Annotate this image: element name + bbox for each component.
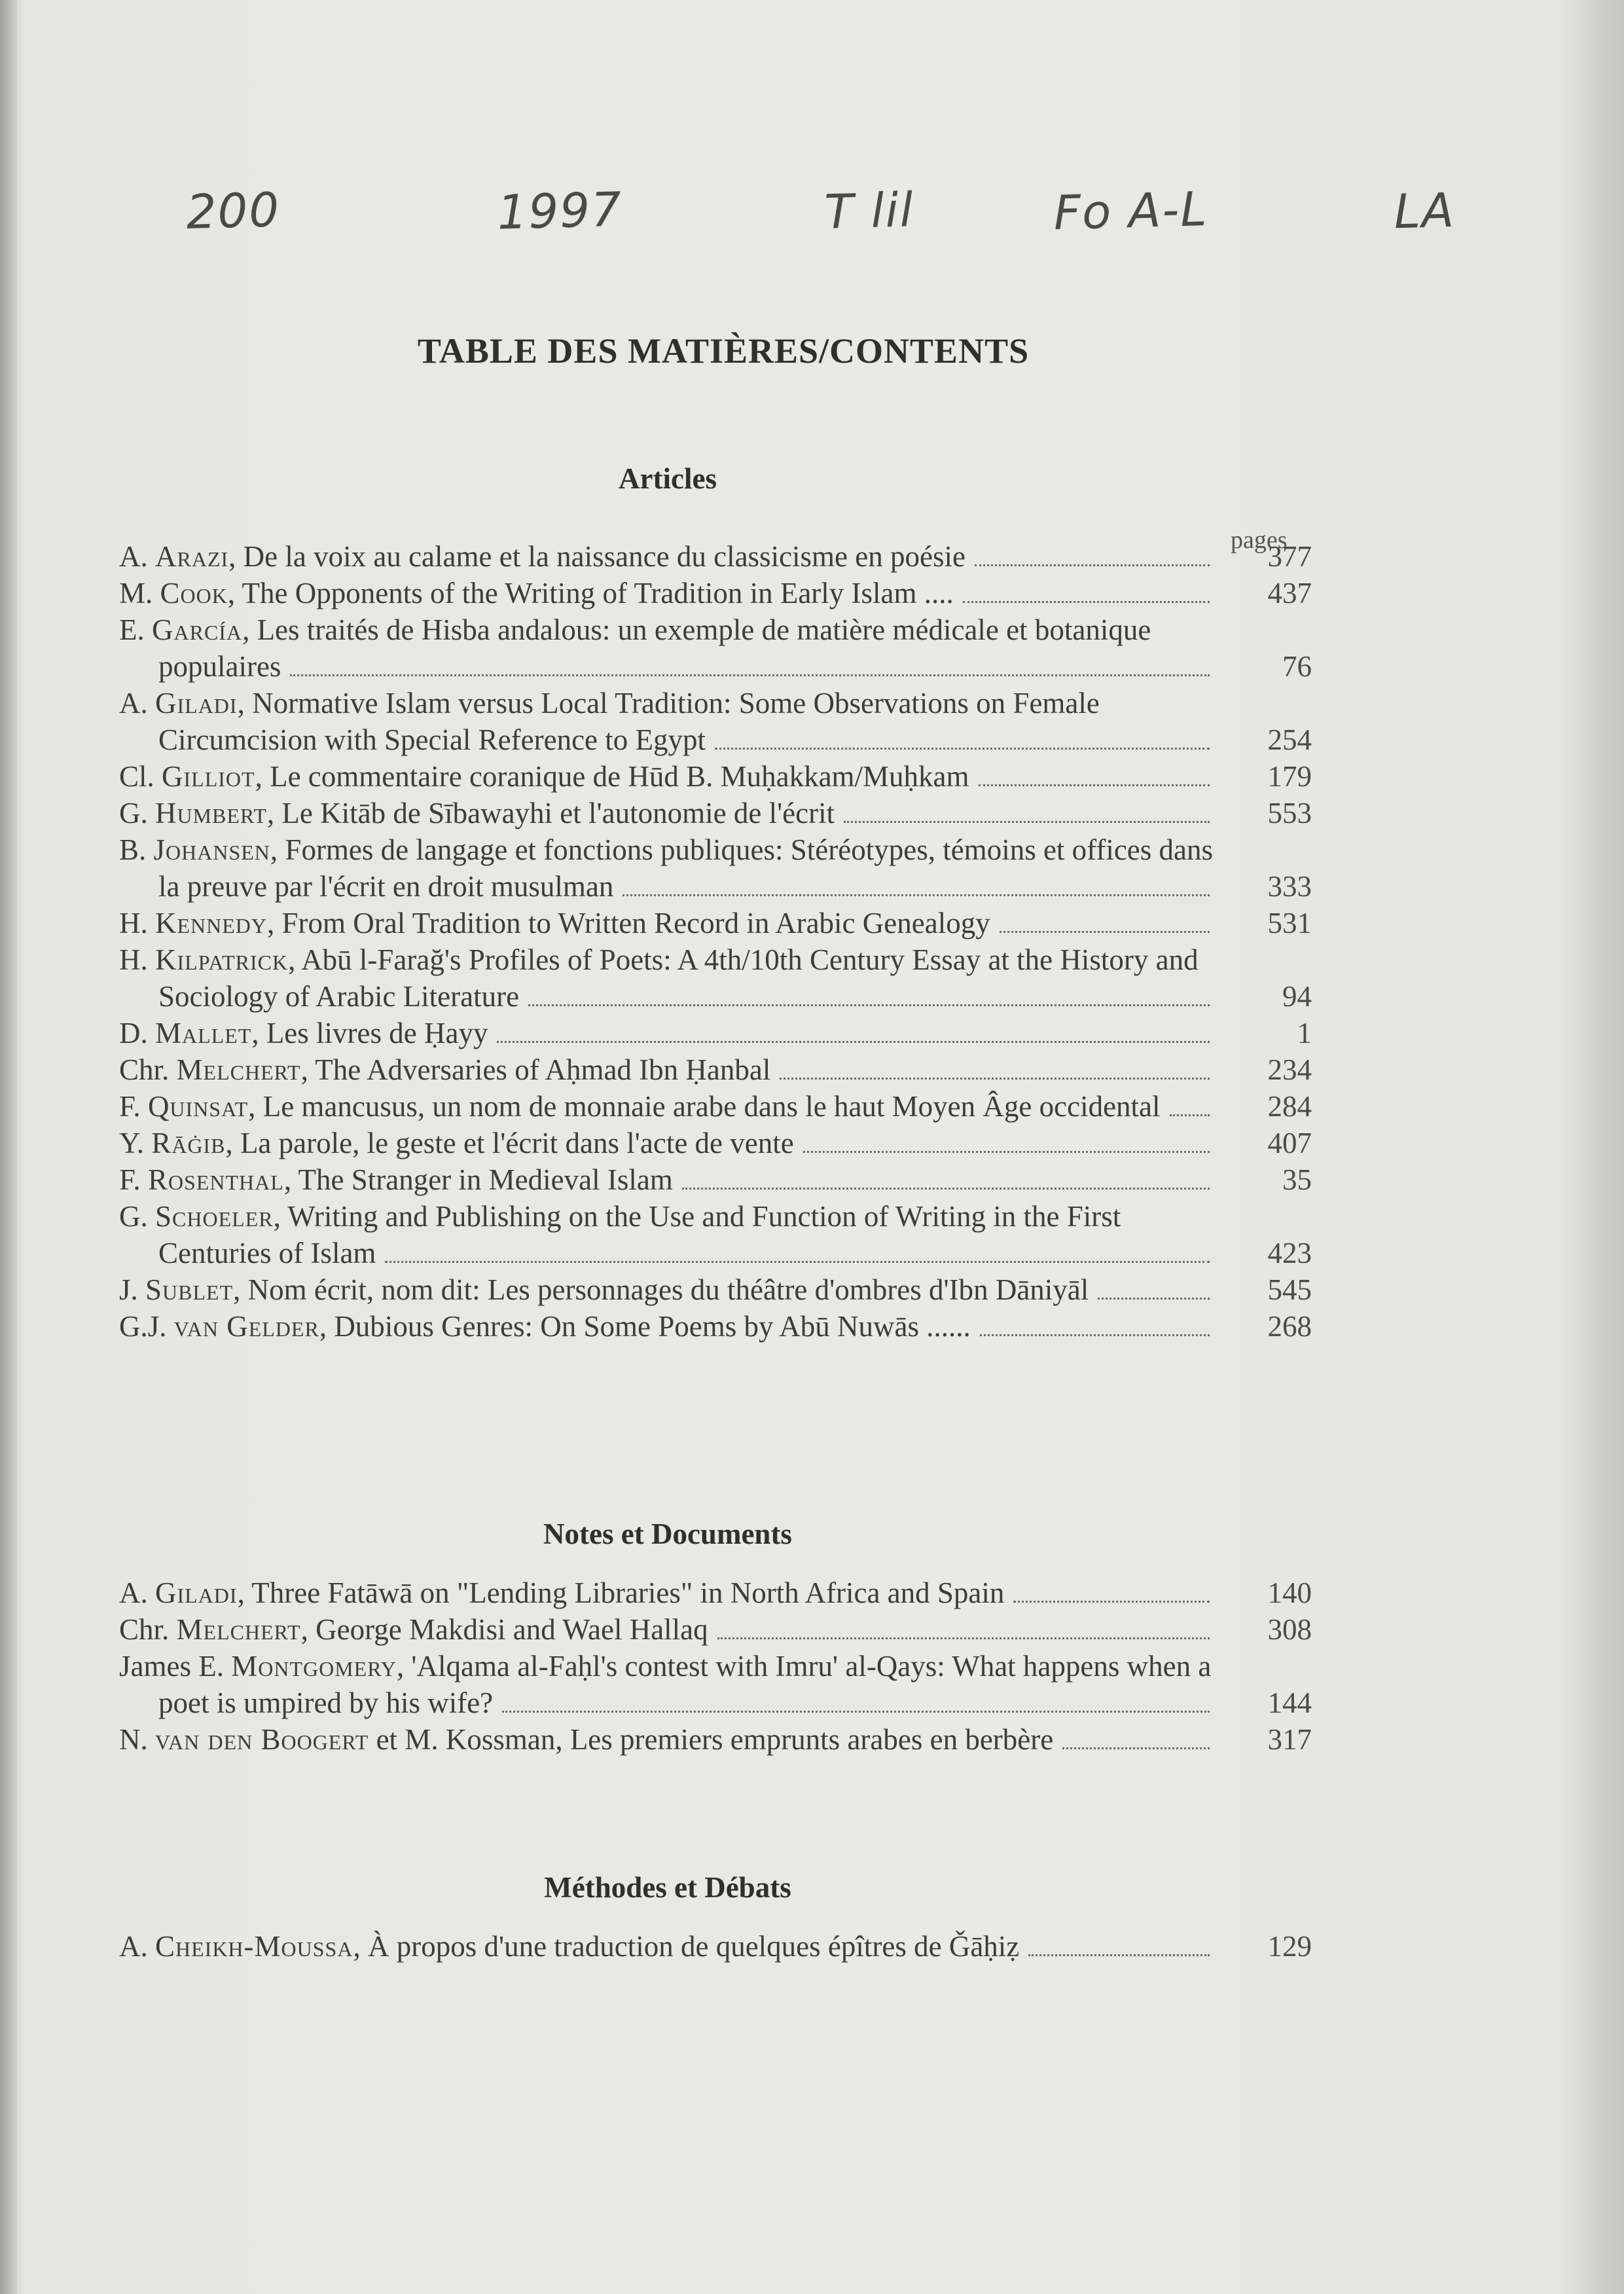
toc-entry bbox=[119, 1125, 1312, 1161]
page-number: 35 bbox=[1282, 1163, 1312, 1196]
toc-entry bbox=[119, 1088, 1312, 1125]
dot-leader bbox=[1028, 1954, 1210, 1956]
dot-leader bbox=[975, 564, 1210, 566]
author-name: Rāġib bbox=[151, 1127, 226, 1159]
handwritten-note: T lil bbox=[823, 182, 915, 240]
toc-entry bbox=[119, 941, 1312, 1015]
toc-entry bbox=[119, 1648, 1312, 1721]
toc-entry bbox=[119, 538, 1312, 575]
entry-title: , Les traités de Hisba andalous: un exemple de matière médicale et botanique populaires bbox=[158, 613, 1151, 683]
page-number: 284 bbox=[1267, 1090, 1312, 1123]
entry-title: , À propos d'une traduction de quelques épîtres de Ǧāḥiẓ bbox=[353, 1930, 1020, 1963]
author-initials: Cl. bbox=[119, 760, 162, 793]
author-initials: E. bbox=[119, 613, 152, 646]
author-name: Kennedy bbox=[155, 907, 268, 939]
toc-entry bbox=[119, 611, 1312, 685]
author-name: Montgomery bbox=[231, 1650, 397, 1683]
section-heading-methodes-et-debats: Méthodes et Débats bbox=[544, 1871, 791, 1904]
page-number: 553 bbox=[1267, 797, 1312, 829]
entry-title: et M. Kossman, Les premiers emprunts arabes en berbère bbox=[369, 1723, 1054, 1756]
entry-title: , The Adversaries of Aḥmad Ibn Ḥanbal bbox=[300, 1053, 771, 1086]
page-number: 129 bbox=[1267, 1930, 1312, 1963]
dot-leader bbox=[1000, 931, 1210, 933]
author-name: Kilpatrick bbox=[155, 943, 289, 976]
dot-leader bbox=[979, 784, 1210, 786]
page-number: 545 bbox=[1267, 1273, 1312, 1306]
toc-entry bbox=[119, 795, 1312, 831]
dot-leader bbox=[1170, 1114, 1210, 1116]
page-number: 144 bbox=[1267, 1686, 1312, 1719]
toc-entry bbox=[119, 1611, 1312, 1648]
dot-leader bbox=[502, 1711, 1210, 1713]
dot-leader bbox=[844, 821, 1210, 823]
toc-entry bbox=[119, 1161, 1312, 1198]
entry-title: , De la voix au calame et la naissance du classicisme en poésie bbox=[228, 540, 965, 573]
author-initials: G.J. bbox=[119, 1310, 174, 1343]
author-name: van den Boogert bbox=[155, 1723, 369, 1756]
toc-entry bbox=[119, 1271, 1312, 1308]
dot-leader bbox=[1013, 1601, 1210, 1603]
toc-articles bbox=[119, 538, 1312, 1345]
toc-entry bbox=[119, 1051, 1312, 1088]
entry-title: , Le mancusus, un nom de monnaie arabe dans le haut Moyen Âge occidental bbox=[248, 1090, 1161, 1123]
section-heading-articles: Articles bbox=[619, 462, 717, 495]
author-initials: A. bbox=[119, 540, 155, 573]
author-name: Sublet bbox=[145, 1273, 234, 1306]
dot-leader bbox=[290, 674, 1210, 676]
author-name: García bbox=[152, 613, 243, 646]
page-number: 268 bbox=[1267, 1310, 1312, 1343]
dot-leader bbox=[385, 1261, 1210, 1263]
author-name: Gilliot bbox=[162, 760, 255, 793]
author-initials: F. bbox=[119, 1163, 148, 1196]
toc-entry bbox=[119, 831, 1312, 905]
entry-title: , Normative Islam versus Local Tradition: Some Observations on Female Circumcision with Special Reference to Egypt bbox=[158, 687, 1100, 756]
entry-title: , Dubious Genres: On Some Poems by Abū Nuwās ...... bbox=[319, 1310, 971, 1343]
toc-entry bbox=[119, 1308, 1312, 1345]
section-heading-notes-et-documents: Notes et Documents bbox=[543, 1518, 792, 1550]
page-number: 76 bbox=[1282, 650, 1312, 683]
entry-title: , Abū l-Farağ's Profiles of Poets: A 4th/10th Century Essay at the History and Sociology of Arabic Literature bbox=[158, 943, 1199, 1013]
author-initials: G. bbox=[119, 797, 155, 829]
handwritten-note: LA bbox=[1393, 182, 1456, 240]
handwritten-note: Fo A-L bbox=[1053, 181, 1209, 241]
entry-title: , Writing and Publishing on the Use and Function of Writing in the First Centuries of Islam bbox=[158, 1200, 1121, 1269]
author-initials: B. bbox=[119, 833, 154, 866]
author-initials: H. bbox=[119, 907, 155, 939]
pages-column-label: pages bbox=[1231, 526, 1288, 554]
page-number: 94 bbox=[1282, 980, 1312, 1013]
entry-title: , Le Kitāb de Sībawayhi et l'autonomie de l'écrit bbox=[266, 797, 835, 829]
handwritten-note: 1997 bbox=[496, 181, 623, 240]
toc-entry bbox=[119, 1198, 1312, 1271]
dot-leader bbox=[803, 1151, 1210, 1153]
author-initials: Chr. bbox=[119, 1053, 177, 1086]
toc-entry bbox=[119, 575, 1312, 611]
author-initials: A. bbox=[119, 1930, 155, 1963]
entry-title: , The Opponents of the Writing of Tradition in Early Islam .... bbox=[227, 577, 954, 610]
entry-title: , From Oral Tradition to Written Record in Arabic Genealogy bbox=[267, 907, 990, 939]
entry-title: , Three Fatāwā on "Lending Libraries" in North Africa and Spain bbox=[237, 1576, 1005, 1609]
author-name: Schoeler bbox=[155, 1200, 274, 1233]
author-initials: N. bbox=[119, 1723, 155, 1756]
page-number: 308 bbox=[1267, 1613, 1312, 1646]
author-initials: Y. bbox=[119, 1127, 152, 1159]
dot-leader bbox=[1098, 1298, 1210, 1300]
page-number: 531 bbox=[1267, 907, 1312, 939]
author-initials: D. bbox=[119, 1017, 155, 1049]
author-name: Melchert bbox=[176, 1613, 301, 1646]
entry-title: , The Stranger in Medieval Islam bbox=[283, 1163, 673, 1196]
toc-methodes-et-debats bbox=[119, 1928, 1312, 1965]
entry-title: , 'Alqama al-Faḥl's contest with Imru' al-Qays: What happens when a poet is umpired by his wife? bbox=[158, 1650, 1212, 1719]
author-initials: A. bbox=[119, 1576, 155, 1609]
toc-entry bbox=[119, 758, 1312, 795]
page-number: 407 bbox=[1267, 1127, 1312, 1159]
entry-title: , Formes de langage et fonctions publiques: Stéréotypes, témoins et offices dans la preuve par l'écrit en droit musulman bbox=[158, 833, 1214, 903]
page-number: 423 bbox=[1267, 1237, 1312, 1269]
author-name: van Gelder bbox=[173, 1310, 319, 1343]
author-name: Johansen bbox=[153, 833, 270, 866]
entry-title: , La parole, le geste et l'écrit dans l'acte de vente bbox=[225, 1127, 794, 1159]
entry-title: , Les livres de Ḥayy bbox=[251, 1017, 488, 1049]
page-number: 317 bbox=[1267, 1723, 1312, 1756]
author-initials: H. bbox=[119, 943, 155, 976]
author-initials: James E. bbox=[119, 1650, 232, 1683]
page-number: 333 bbox=[1267, 870, 1312, 903]
toc-entry bbox=[119, 1928, 1312, 1965]
toc-entry bbox=[119, 1575, 1312, 1611]
toc-entry bbox=[119, 905, 1312, 941]
handwritten-note: 200 bbox=[185, 182, 281, 240]
dot-leader bbox=[780, 1078, 1210, 1080]
page-number: 179 bbox=[1267, 760, 1312, 793]
dot-leader bbox=[717, 1637, 1210, 1639]
dot-leader bbox=[715, 748, 1210, 750]
author-name: Arazi bbox=[155, 540, 229, 573]
dot-leader bbox=[528, 1004, 1210, 1006]
author-name: Giladi bbox=[155, 1576, 238, 1609]
page-number: 1 bbox=[1297, 1017, 1312, 1049]
toc-entry bbox=[119, 685, 1312, 758]
entry-title: , George Makdisi and Wael Hallaq bbox=[300, 1613, 708, 1646]
dot-leader bbox=[1062, 1747, 1210, 1749]
dot-leader bbox=[963, 601, 1210, 603]
author-initials: G. bbox=[119, 1200, 155, 1233]
author-name: Giladi bbox=[155, 687, 238, 719]
author-name: Quinsat bbox=[147, 1090, 249, 1123]
author-name: Cheikh-Moussa bbox=[155, 1930, 353, 1963]
author-name: Mallet bbox=[155, 1017, 252, 1049]
dot-leader bbox=[497, 1041, 1210, 1043]
author-name: Rosenthal bbox=[147, 1163, 284, 1196]
author-initials: Chr. bbox=[119, 1613, 177, 1646]
author-name: Cook bbox=[160, 577, 228, 610]
author-initials: F. bbox=[119, 1090, 148, 1123]
dot-leader bbox=[980, 1334, 1210, 1336]
entry-title: , Le commentaire coranique de Hūd B. Muḥakkam/Muḥkam bbox=[255, 760, 969, 793]
page-number: 377 bbox=[1267, 540, 1312, 573]
entry-title: , Nom écrit, nom dit: Les personnages du théâtre d'ombres d'Ibn Dāniyāl bbox=[233, 1273, 1089, 1306]
toc-notes-et-documents bbox=[119, 1575, 1312, 1758]
dot-leader bbox=[682, 1188, 1210, 1190]
toc-entry bbox=[119, 1015, 1312, 1051]
page-number: 437 bbox=[1267, 577, 1312, 610]
page-number: 140 bbox=[1267, 1576, 1312, 1609]
page-edge-shadow bbox=[1565, 0, 1624, 2294]
page-number: 234 bbox=[1267, 1053, 1312, 1086]
page-number: 254 bbox=[1267, 723, 1312, 756]
page-title: TABLE DES MATIÈRES/CONTENTS bbox=[417, 331, 1030, 371]
author-name: Melchert bbox=[176, 1053, 301, 1086]
author-name: Humbert bbox=[155, 797, 267, 829]
toc-entry bbox=[119, 1721, 1312, 1758]
author-initials: J. bbox=[119, 1273, 146, 1306]
author-initials: A. bbox=[119, 687, 155, 719]
author-initials: M. bbox=[119, 577, 160, 610]
dot-leader bbox=[623, 894, 1210, 896]
